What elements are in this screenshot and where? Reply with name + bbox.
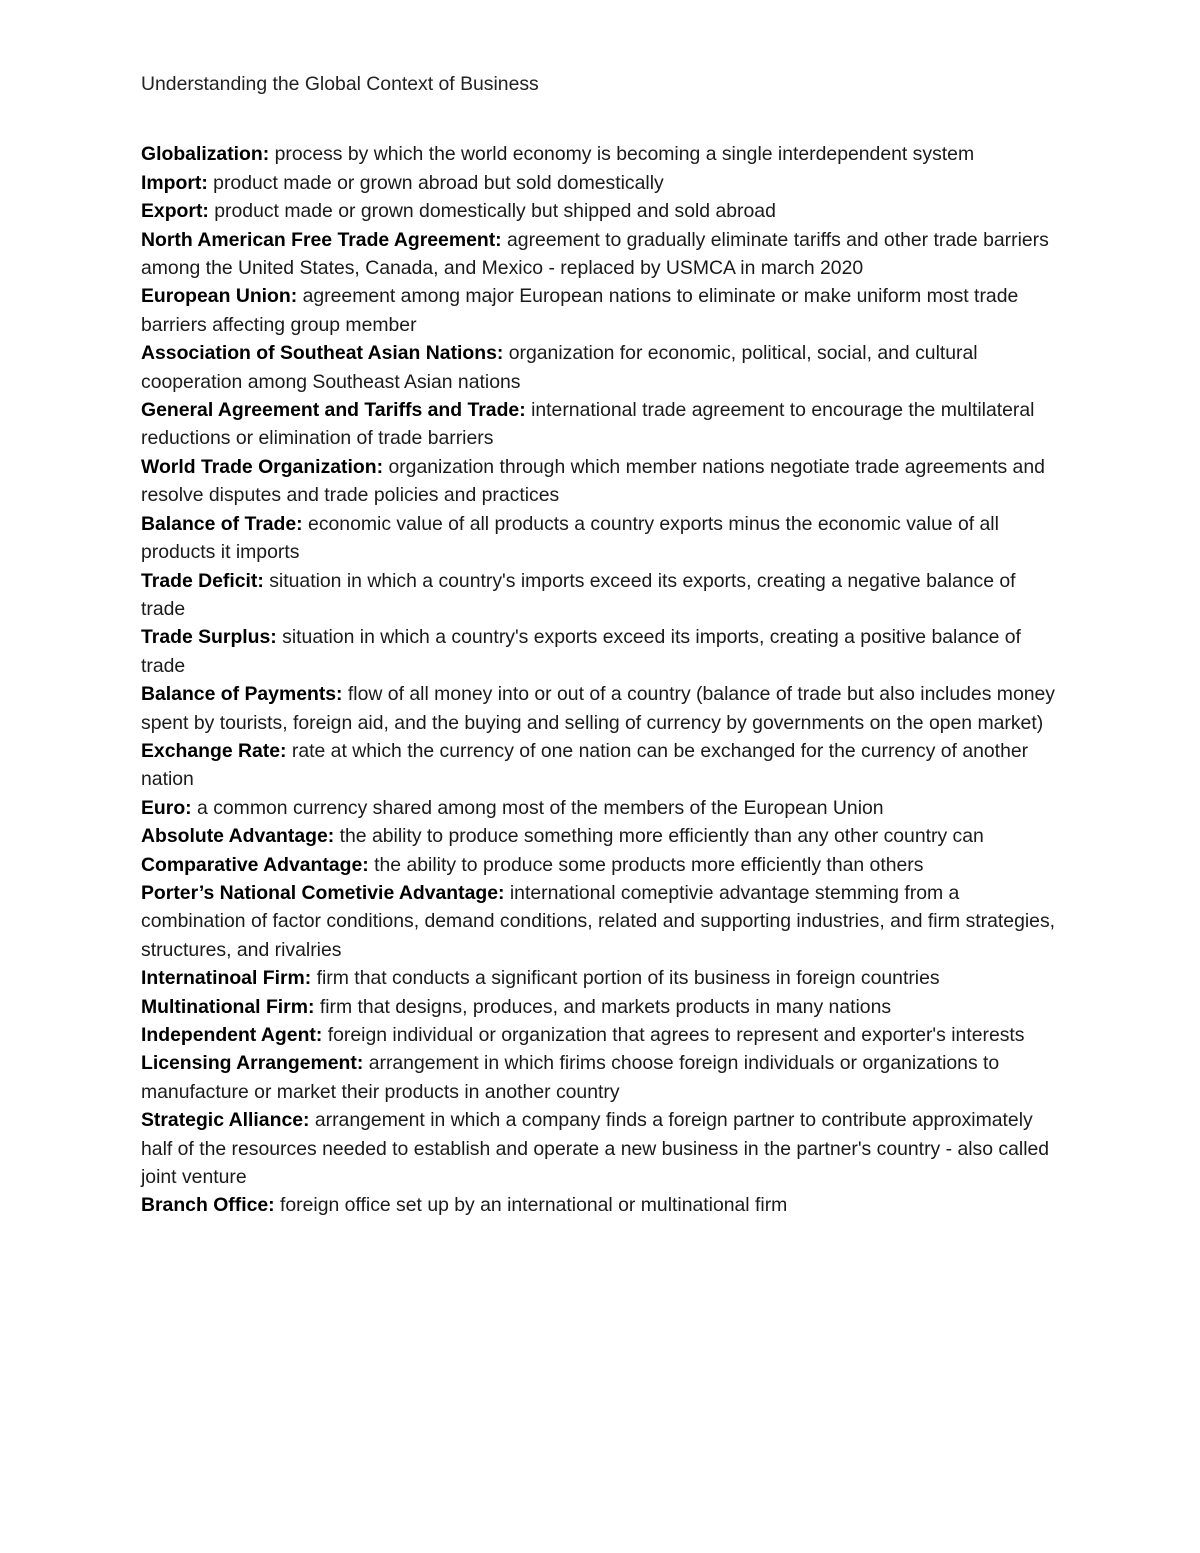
term-definition: situation in which a country's imports exceed its exports, creating a negative balance of trade [141,569,1016,620]
term-definition: product made or grown abroad but sold domestically [213,171,664,194]
term-definition: arrangement in which firims choose foreign individuals or organizations to manufacture or market their products in another country [141,1052,1000,1103]
term-definition: organization through which member nations negotiate trade agreements and resolve disputes and trade policies and practices [141,455,1045,507]
glossary-item [141,993,1061,1021]
term-label: Euro: [141,796,192,819]
term-definition: process by which the world economy is becoming a single interdependent system [274,143,975,166]
term-label: Globalization: [141,143,270,166]
glossary-item [141,680,1061,737]
term-label: Internatinoal Firm: [141,967,312,990]
glossary-item [141,226,1061,283]
term-definition: agreement to gradually eliminate tariffs and other trade barriers among the United States, Canada, and Mexico - replaced by USMCA in march 2020 [141,228,1049,280]
term-label: Porter’s National Cometivie Advantage: [141,881,505,904]
document-title: Understanding the Global Context of Business [141,73,539,95]
term-label: Multinational Firm: [141,995,315,1018]
term-label: Trade Surplus: [141,626,277,649]
document-body [141,70,1061,1220]
term-definition: international trade agreement to encourage the multilateral reductions or elimination of trade barriers [141,399,1035,450]
glossary-item [141,396,1061,453]
term-definition: a common currency shared among most of the members of the European Union [197,796,884,819]
term-label: Licensing Arrangement: [141,1052,364,1075]
glossary-item [141,197,1061,225]
term-definition: flow of all money into or out of a country (balance of trade but also includes money spent by tourists, foreign aid, and the buying and selling of currency by governments on the open market) [141,683,1055,734]
term-label: Balance of Trade: [141,512,303,535]
term-label: Absolute Advantage: [141,825,335,848]
glossary-item [141,794,1061,822]
glossary-item [141,453,1061,510]
term-label: European Union: [141,285,298,308]
glossary-item [141,140,1061,168]
term-definition: firm that conducts a significant portion of its business in foreign countries [316,967,940,990]
glossary-item [141,1049,1061,1106]
term-label: Balance of Payments: [141,683,343,706]
glossary-item [141,851,1061,879]
term-definition: the ability to produce some products more efficiently than others [374,853,924,876]
glossary-item [141,1191,1061,1219]
glossary-item [141,964,1061,992]
term-label: Comparative Advantage: [141,853,369,876]
term-definition: situation in which a country's exports exceed its imports, creating a positive balance of trade [141,626,1021,677]
term-definition: product made or grown domestically but shipped and sold abroad [214,200,776,223]
term-definition: foreign office set up by an international or multinational firm [280,1194,788,1217]
term-label: Trade Deficit: [141,569,264,592]
term-label: World Trade Organization: [141,455,384,478]
glossary-item [141,737,1061,794]
term-definition: rate at which the currency of one nation can be exchanged for the currency of another nation [141,739,1029,791]
term-label: Exchange Rate: [141,739,287,762]
term-definition: foreign individual or organization that agrees to represent and exporter's interests [327,1024,1025,1046]
term-label: General Agreement and Tariffs and Trade: [141,399,526,422]
term-definition: the ability to produce something more efficiently than any other country can [339,825,984,848]
term-label: Import: [141,171,208,194]
term-definition: agreement among major European nations to eliminate or make uniform most trade barriers affecting group member [141,285,1019,336]
glossary-item [141,510,1061,567]
glossary-item [141,879,1061,964]
glossary-item [141,1021,1061,1049]
term-definition: organization for economic, political, social, and cultural cooperation among Southeast Asian nations [141,342,978,393]
term-label: North American Free Trade Agreement: [141,228,502,251]
glossary-item [141,282,1061,339]
glossary-list [141,140,1061,1219]
glossary-item [141,822,1061,850]
term-definition: international comeptivie advantage stemming from a combination of factor conditions, demand conditions, related and supporting industries, and firm strategies, structures, and rivalries [141,881,1056,961]
glossary-item [141,567,1061,624]
term-definition: firm that designs, produces, and markets products in many nations [319,995,892,1018]
glossary-item [141,623,1061,680]
term-definition: economic value of all products a country exports minus the economic value of all products it imports [141,512,999,564]
term-label: Association of Southeat Asian Nations: [141,342,504,365]
glossary-item [141,339,1061,396]
term-label: Branch Office: [141,1194,275,1217]
term-label: Independent Agent: [141,1024,323,1046]
term-definition: arrangement in which a company finds a foreign partner to contribute approximately half of the resources needed to establish and operate a new business in the partner's country - also called joint venture [141,1109,1050,1189]
glossary-item [141,1106,1061,1191]
term-label: Strategic Alliance: [141,1109,310,1132]
term-label: Export: [141,200,209,223]
glossary-item [141,169,1061,197]
